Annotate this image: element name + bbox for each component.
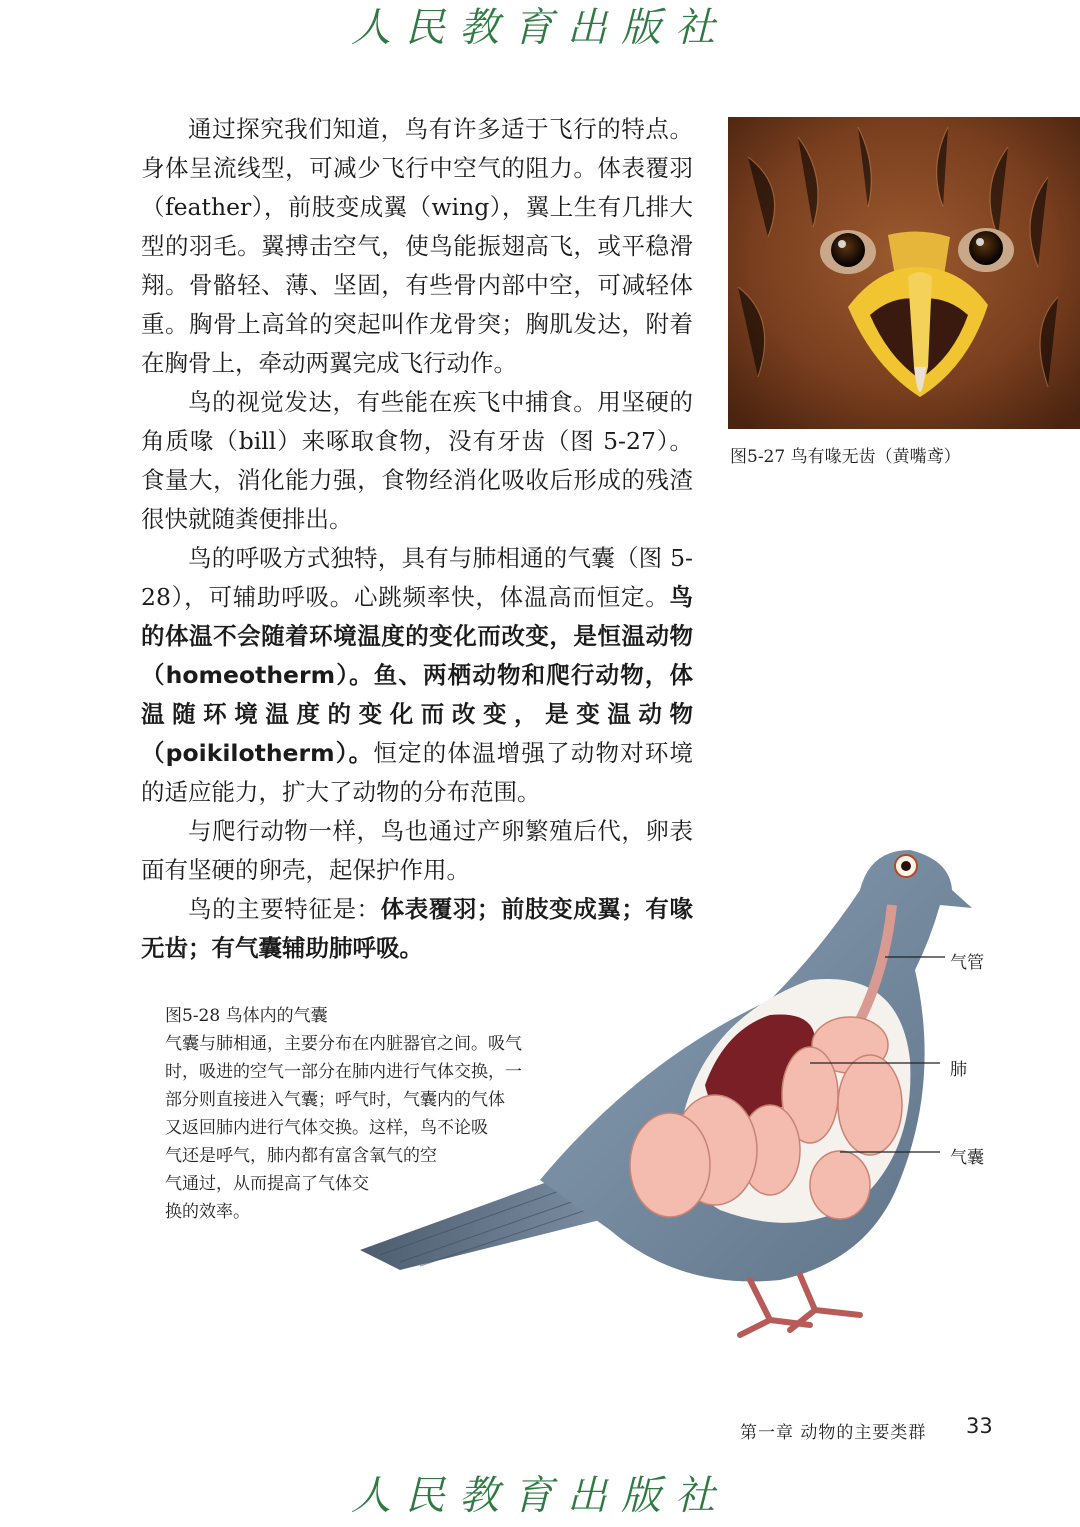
caption-line: 部分则直接进入气囊；呼气时，气囊内的气体 [165, 1090, 505, 1110]
summary-features: 体表覆羽；前肢变成翼；有喙无齿；有气囊辅助肺呼吸。 [141, 895, 694, 962]
paragraph-reproduction: 与爬行动物一样，鸟也通过产卵繁殖后代，卵表面有坚硬的卵壳，起保护作用。 [141, 817, 693, 884]
eagle-photo [728, 117, 1080, 429]
caption-line: 时，吸进的空气一部分在肺内进行气体交换，一 [165, 1062, 522, 1082]
respiration-tail: 恒定的体温增强了动物对环境的适应能力，扩大了动物的分布范围。 [141, 739, 694, 806]
page-number: 33 [966, 1414, 993, 1438]
label-air-sac: 气囊 [950, 1148, 984, 1168]
caption-line: 又返回肺内进行气体交换。这样，鸟不论吸 [165, 1118, 488, 1138]
caption-line: 气囊与肺相通，主要分布在内脏器官之间。吸气 [165, 1034, 522, 1054]
respiration-text: 鸟的呼吸方式独特，具有与肺相通的气囊（图 5-28），可辅助呼吸。心跳频率快，体温高而恒定。 [141, 544, 693, 611]
figure-5-28-title: 图5-28 鸟体内的气囊 [165, 1006, 328, 1026]
caption-line: 换的效率。 [165, 1202, 250, 1222]
caption-line: 气还是呼气，肺内都有富含氧气的空 [165, 1146, 437, 1166]
summary-lead: 鸟的主要特征是： [188, 895, 381, 923]
paragraph-respiration [141, 539, 693, 812]
caption-line: 气通过，从而提高了气体交 [165, 1174, 369, 1194]
publisher-watermark-top: 人民教育出版社 [351, 5, 729, 51]
pigeon-air-sac-illustration [340, 830, 980, 1370]
label-trachea: 气管 [950, 953, 984, 973]
publisher-watermark-bottom: 人民教育出版社 [351, 1473, 729, 1519]
homeotherm-definition: 鸟的体温不会随着环境温度的变化而改变，是恒温动物（homeotherm）。鱼、两栖动物和爬行动物，体温随环境温度的变化而改变，是变温动物（poikilotherm）。 [141, 583, 693, 767]
paragraph-flight-features: 通过探究我们知道，鸟有许多适于飞行的特点。身体呈流线型，可减少飞行中空气的阻力。体表覆羽（feather），前肢变成翼（wing），翼上生有几排大型的羽毛。翼搏击空气，使鸟能振翅高飞，或平稳滑翔。骨骼轻、薄、坚固，有些骨内部中空，可减轻体重。胸骨上高耸的突起叫作龙骨突；胸肌发达，附着在胸骨上，牵动两翼完成飞行动作。 [141, 115, 693, 377]
label-lung: 肺 [950, 1060, 967, 1080]
paragraph-beak: 鸟的视觉发达，有些能在疾飞中捕食。用坚硬的角质喙（bill）来啄取食物，没有牙齿（图 5-27）。食量大，消化能力强，食物经消化吸收后形成的残渣很快就随粪便排出。 [141, 388, 693, 533]
footer-chapter-title: 第一章 动物的主要类群 [740, 1423, 927, 1443]
figure-5-27-caption: 图5-27 鸟有喙无齿（黄嘴鸢） [730, 447, 961, 467]
